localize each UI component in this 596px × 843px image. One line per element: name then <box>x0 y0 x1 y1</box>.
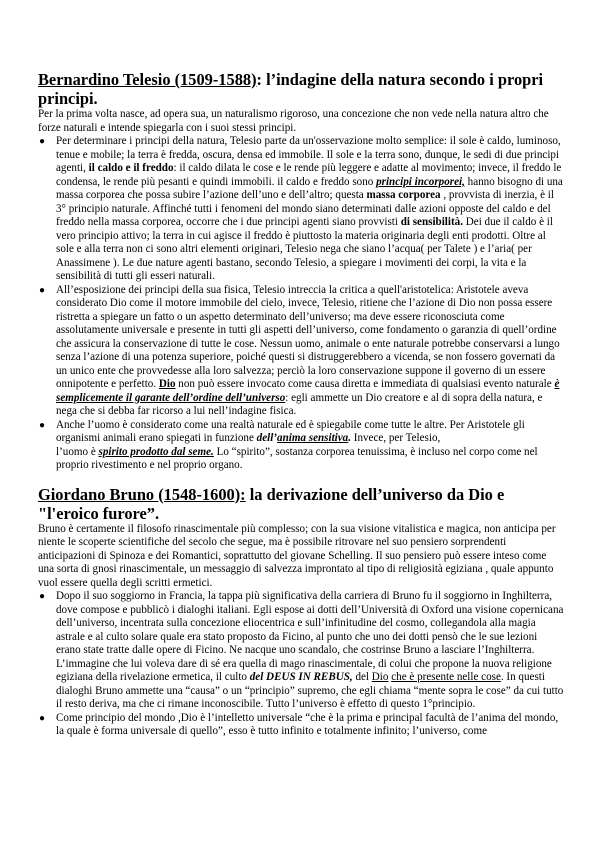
bullet-icon: ● <box>39 591 46 602</box>
key-term: anima sensitiva <box>277 432 349 444</box>
bullet-icon: ● <box>39 284 46 296</box>
list-item: ● All’esposizione dei principi della sua fisica, Telesio intreccia la critica a quell'aristotelica: Aristotele aveva considerato Dio come il motore immobile del cielo, invece, Telesio, ritiene che l’azione di Dio non possa essere ristretta a spiegare un fatto o un aspetto determinato dell’universo; ma deve essere riconosciuta come assolutamente universale e presente in tutti gli aspetti dell’universo, come fondamento o garanzia di quell’ordine che assicura la conservazione di tutte le cose. Nessun uomo, animale o ente naturale potrebbe conservarsi a lungo senza l’azione di una potenza superiore, poiché questi si distruggerebbero a vicenda, se non fossero governati da un unico ente che provvedesse alla loro salvezza; perciò la loro conservazione suppone il governo di un essere onnipotente e perfetto. Dio non può essere invocato come causa diretta e immediata di qualsiasi evento naturale è semplicemente il garante dell’ordine dell’universo: egli ammette un Dio creatore e al di sopra della natura, e nega che si debba far ricorso a lui nell’indagine fisica. <box>39 283 560 417</box>
title-name: Giordano Bruno (1548-1600): <box>38 484 246 504</box>
key-term: è semplicemente il garante dell’ordine dell’universo <box>56 378 560 404</box>
key-term: Dio <box>371 671 389 683</box>
list-item: ● Anche l’uomo è considerato come una realtà naturale ed è spiegabile come tutte le altre. Per Aristotele gli organismi animali erano spiegati in funzione dell’anima sensitiva. Invece, per Telesio, l’uomo è spirito prodotto dal seme. Lo “spirito”, sostanza corporea tenuissima, è incluso nel corpo come nel proprio rivestimento e nel proprio organo. <box>39 418 538 471</box>
list-item: ● Per determinare i principi della natura, Telesio parte da un'osservazione molto semplice: il sole è caldo, luminoso, tenue e mobile; la terra è fredda, oscura, densa ed immobile. Il sole e la terra sono, dunque, le sedi di due principi agenti, il caldo e il freddo: il caldo dilata le cose e le rende più leggere e adatte al movimento; invece, il freddo le condensa, le rende più pesanti e quindi immobili. il caldo e freddo sono principi incorporei, hanno bisogno di una massa corporea che possa subire l’azione dell’uno e dell’altro; questa massa corporea , provvista di inerzia, è il 3° principio naturale. Affinché tutti i fenomeni del mondo siano determinati dalle azioni opposte del caldo e del freddo nella massa corporea, occorre che i due principi agenti siano provvisti di sensibilità. Dei due il caldo è il vero principio attivo; la terra in cui agisce il freddo è piuttosto la materia originaria degli enti prodotti. Oltre al sole e alla terra non ci sono altri elementi originari, Telesio nega che siano l’acqua( per Talete ) e l’aria( per Anassimene ). Le due nature agenti bastano, secondo Telesio, a spiegare i movimenti dei corpi, la vita e la sensibilità di tutti gli esseri naturali. <box>39 135 563 282</box>
key-term: del DEUS IN REBUS, <box>249 671 353 683</box>
intro-paragraph: Bruno è certamente il filosofo rinascimentale più complesso; con la sua visione vitalistica e magica, non anticipa per niente le scoperte scientifiche del secolo che segue, ma è possibile ritrovare nel suo pensiero sorprendenti anticipazioni di Spinoza e dei Romantici, soprattutto del giovane Schelling. Il suo pensiero può essere inteso come una sorta di gnosi rinascimentale, un messaggio di salvezza improntato al tipo di religiosità egiziana , quale appunto vuol essere quella degli scritti ermetici. <box>38 522 556 589</box>
section-gap <box>38 473 564 485</box>
key-term: che è presente nelle cose <box>391 671 501 683</box>
bullet-icon: ● <box>39 419 46 431</box>
bullet-list <box>38 135 564 473</box>
key-term: Dio <box>158 378 176 390</box>
title-subtitle: la derivazione dell’universo da Dio e "l'eroico furore”. <box>38 484 505 523</box>
list-item: ● Dopo il suo soggiorno in Francia, la tappa più significativa della carriera di Bruno fu il soggiorno in Inghilterra, dove compose e pubblicò i dialoghi italiani. Egli espose ai dotti dell’Università di Oxford una visione copernicana dell’universo, incentrata sulla concezione eliocentrica e sull’infinitudine del cosmo, collegandola alla magia astrale e al culto solare quale era stato proposto da Ficino, al punto che uno dei dotti pensò che le sue lezioni erano state tratte dalle opere di Ficino. Ne nacque uno scandalo, che costrinse Bruno a lasciare l’Inghilterra. L’immagine che lui voleva dare di sé era quella di mago rinascimentale, di colui che propone la nuova religione egiziana della rivelazione ermetica, il culto del DEUS IN REBUS, del Dio che è presente nelle cose. In questi dialoghi Bruno ammette una “causa” o un “principio” supremo, che egli chiama “mente sopra le cose” da cui tutto il resto deriva, ma che ci rimane inconoscibile. Tutto l’universo è effetto di questo 1°principio. <box>39 590 564 710</box>
title-subtitle: : l’indagine della natura secondo i propri principi. <box>38 70 544 108</box>
title-name: Bernardino Telesio (1509-1588) <box>38 70 257 89</box>
section-title-bruno <box>38 485 564 523</box>
key-term: dell’ <box>256 432 278 444</box>
section-title-telesio <box>38 70 564 108</box>
document-page <box>38 70 564 739</box>
key-term: di sensibilità. <box>400 216 463 228</box>
list-item: ● Come principio del mondo ,Dio è l’intelletto universale “che è la prima e principal facultà de l’anima del mondo, la quale è forma universale di quello”, esso è tutto infinito e totalmente infinito; l’universo, come <box>39 711 559 737</box>
key-term: il caldo e il freddo <box>88 162 174 174</box>
bullet-icon: ● <box>39 136 46 147</box>
bullet-icon: ● <box>39 712 46 724</box>
key-term: principi incorporei, <box>376 175 465 188</box>
key-term: massa corporea <box>366 189 441 201</box>
key-term: spirito prodotto dal seme. <box>98 445 214 458</box>
intro-paragraph: Per la prima volta nasce, ad opera sua, un naturalismo rigoroso, una concezione che non vede nella natura altro che forze naturali e intende spiegarla con i suoi stessi principi. <box>38 108 549 134</box>
bullet-list <box>38 590 564 739</box>
